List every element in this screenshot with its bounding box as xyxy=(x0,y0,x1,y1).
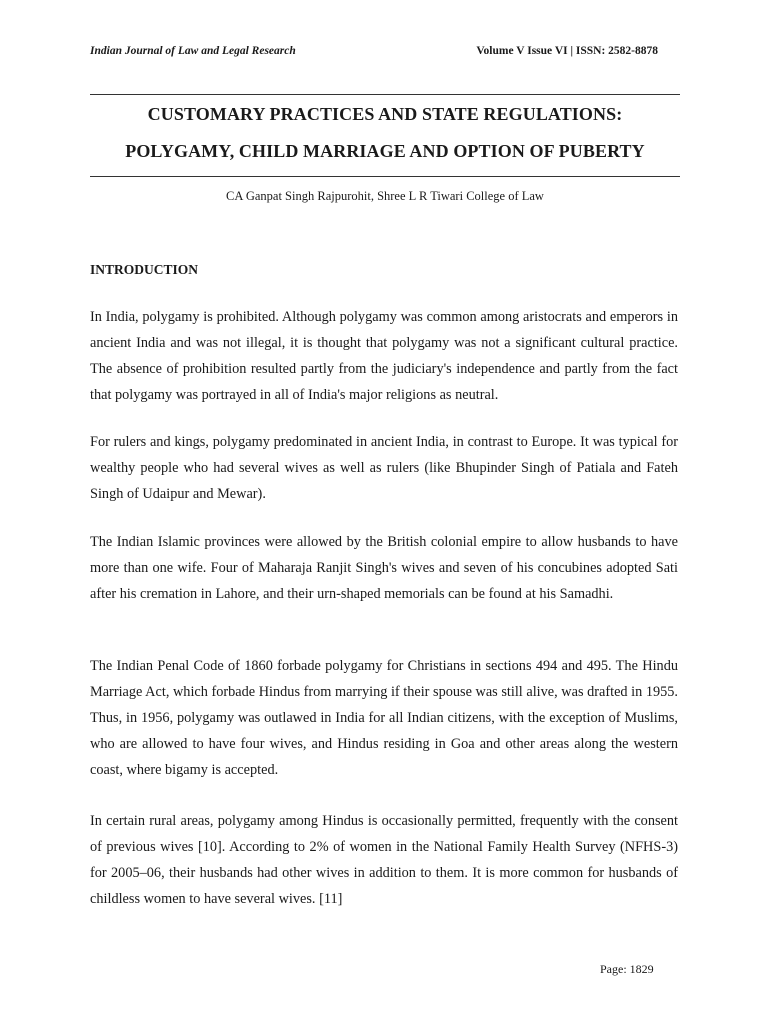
article-title-line-2: POLYGAMY, CHILD MARRIAGE AND OPTION OF PUBERTY xyxy=(125,141,645,161)
paragraph: The Indian Islamic provinces were allowed by the British colonial empire to allow husbands to have more than one wife. Four of Maharaja Ranjit Singh's wives and seven of his concubines adopted Sati after his cremation in Lahore, and their urn-shaped memorials can be found at his Samadhi. xyxy=(90,534,678,602)
running-header xyxy=(90,45,678,63)
journal-name: Indian Journal of Law and Legal Research xyxy=(90,45,296,57)
paragraph: For rulers and kings, polygamy predominated in ancient India, in contrast to Europe. It was typical for wealthy people who had several wives as well as rulers (like Bhupinder Singh of Patiala and Fateh Singh of Udaipur and Mewar). xyxy=(90,434,678,502)
page-number: Page: 1829 xyxy=(600,962,654,976)
title-rule-bottom xyxy=(90,176,680,177)
paragraph: In India, polygamy is prohibited. Although polygamy was common among aristocrats and emperors in ancient India and was not illegal, it is thought that polygamy was not a significant cultural practice. The absence of prohibition resulted partly from the judiciary's independence and partly from the fact that polygamy was portrayed in all of India's major religions as neutral. xyxy=(90,309,678,403)
paragraph: In certain rural areas, polygamy among Hindus is occasionally permitted, frequently with the consent of previous wives [10]. According to 2% of women in the National Family Health Survey (NFHS-3) for 2005–06, their husbands had other wives in addition to them. It is more common for husbands of childless women to have several wives. [11] xyxy=(90,813,678,907)
article-title-line-1: CUSTOMARY PRACTICES AND STATE REGULATIONS: xyxy=(147,104,623,124)
section-heading: INTRODUCTION xyxy=(90,262,199,277)
author-affiliation: CA Ganpat Singh Rajpurohit, Shree L R Tiwari College of Law xyxy=(226,189,544,203)
volume-issn: Volume V Issue VI | ISSN: 2582-8878 xyxy=(476,45,658,57)
title-rule-top xyxy=(90,94,680,95)
paragraph: The Indian Penal Code of 1860 forbade polygamy for Christians in sections 494 and 495. The Hindu Marriage Act, which forbade Hindus from marrying if their spouse was still alive, was drafted in 1955. Thus, in 1956, polygamy was outlawed in India for all Indian citizens, with the exception of Muslims, who are allowed to have four wives, and Hindus residing in Goa and other areas along the western coast, where bigamy is accepted. xyxy=(90,658,679,778)
